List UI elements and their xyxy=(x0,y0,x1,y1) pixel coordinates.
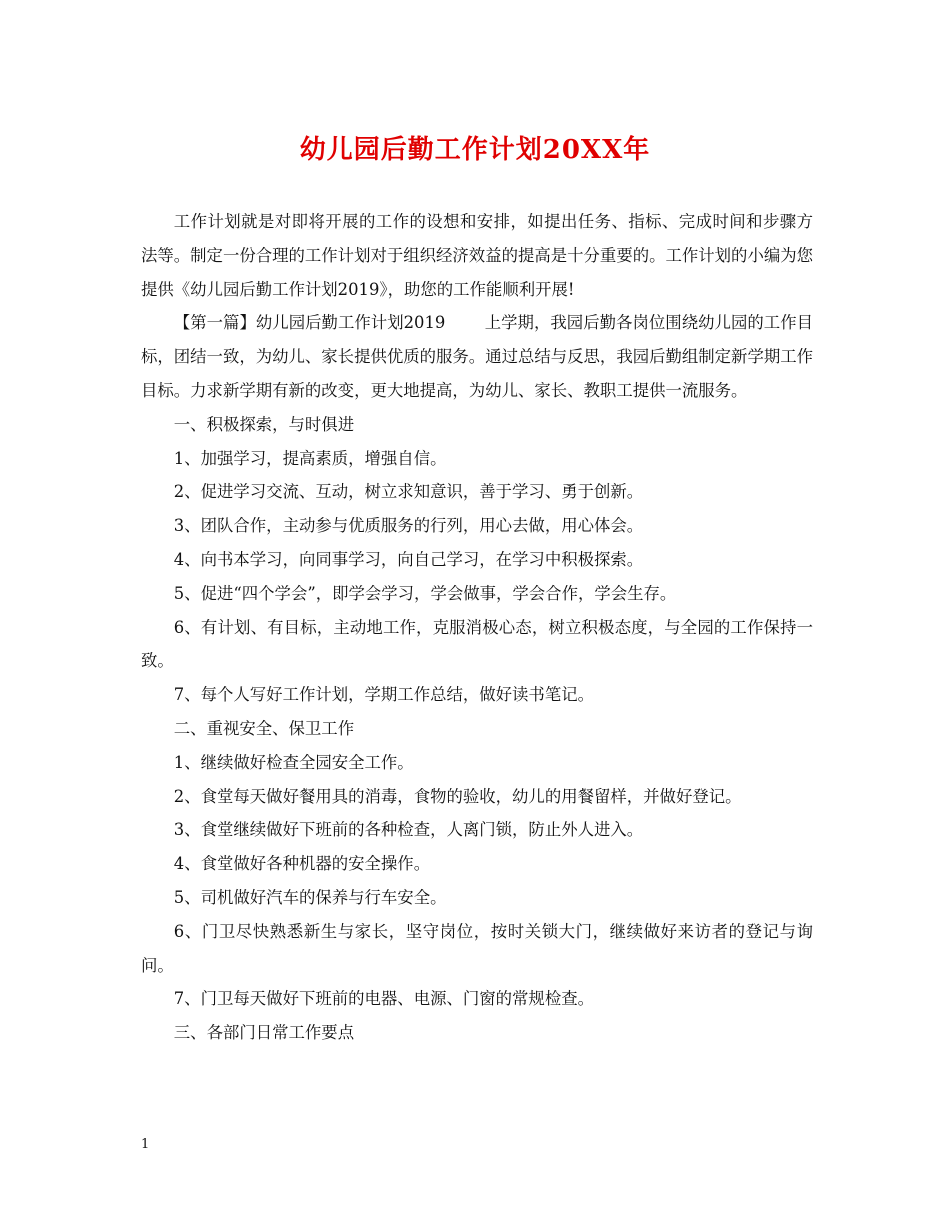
section2-item: 3、食堂继续做好下班前的各种检查，人离门锁，防止外人进入。 xyxy=(173,820,644,840)
section1-item: 2、促进学习交流、互动，树立求知意识，善于学习、勇于创新。 xyxy=(173,482,644,502)
section2-item: 5、司机做好汽车的保养与行车安全。 xyxy=(173,887,447,907)
section1-item: 7、每个人写好工作计划，学期工作总结，做好读书笔记。 xyxy=(173,685,594,705)
intro-paragraph: 工作计划就是对即将开展的工作的设想和安排，如提出任务、指标、完成时间和步骤方法等。制定一份合理的工作计划对于组织经济效益的提高是十分重要的。工作计划的小编为您提供《幼儿园后勤工作计划2019》，助您的工作能顺利开展! xyxy=(141,212,814,299)
section1-item: 3、团队合作，主动参与优质服务的行列，用心去做，用心体会。 xyxy=(173,516,644,536)
document-title: 幼儿园后勤工作计划20XX年 xyxy=(299,135,651,165)
section-heading-1: 一、积极探索，与时俱进 xyxy=(173,414,355,434)
section-heading-2: 二、重视安全、保卫工作 xyxy=(173,718,355,738)
section1-item: 5、促进“四个学会”，即学会学习，学会做事，学会合作，学会生存。 xyxy=(173,583,677,603)
section1-item: 4、向书本学习，向同事学习，向自己学习，在学习中积极探索。 xyxy=(173,549,644,569)
part-one-paragraph xyxy=(141,306,813,407)
section2-item: 7、门卫每天做好下班前的电器、电源、门窗的常规检查。 xyxy=(173,989,594,1009)
section2-item: 1、继续做好检查全园安全工作。 xyxy=(173,752,414,772)
section1-item: 1、加强学习，提高素质，增强自信。 xyxy=(173,448,447,468)
section2-item: 6、门卫尽快熟悉新生与家长，坚守岗位，按时关锁大门，继续做好来访者的登记与询问。 xyxy=(141,921,813,975)
section2-item: 4、食堂做好各种机器的安全操作。 xyxy=(173,854,431,874)
part-one-label: 【第一篇】幼儿园后勤工作计划2019 xyxy=(173,313,446,333)
page-number: 1 xyxy=(141,1137,150,1152)
section2-item: 2、食堂每天做好餐用具的消毒，食物的验收，幼儿的用餐留样，并做好登记。 xyxy=(173,786,742,806)
section-heading-3: 三、各部门日常工作要点 xyxy=(173,1023,355,1043)
section1-item: 6、有计划、有目标，主动地工作，克服消极心态，树立积极态度，与全园的工作保持一致。 xyxy=(141,617,813,671)
part-one-text: 上学期，我园后勤各岗位围绕幼儿园的工作目标，团结一致，为幼儿、家长提供优质的服务。通过总结与反思，我园后勤组制定新学期工作目标。力求新学期有新的改变，更大地提高，为幼儿、家长、教职工提供一流服务。 xyxy=(141,313,814,400)
document-body xyxy=(141,205,813,1050)
